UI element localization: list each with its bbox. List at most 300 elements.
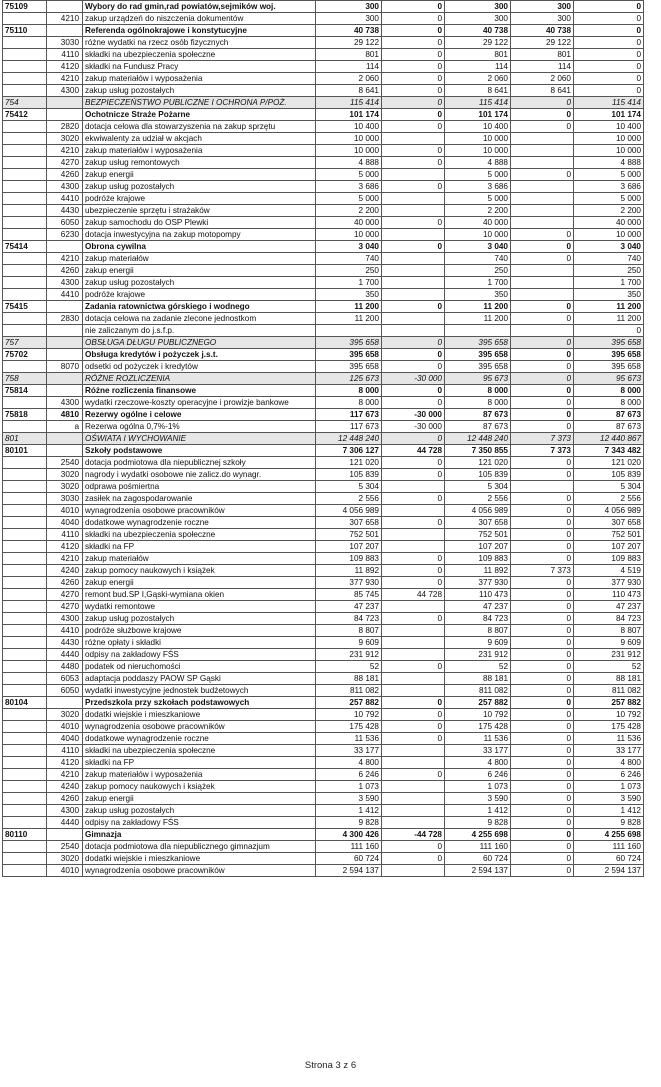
paragraph-code: 4300 xyxy=(47,85,83,97)
paragraph-code: 3020 xyxy=(47,481,83,493)
table-row xyxy=(3,433,644,445)
item-name: dodatki wiejskie i mieszkaniowe xyxy=(83,709,316,721)
other-value: 10 400 xyxy=(574,121,644,133)
item-name: składki na FP xyxy=(83,757,316,769)
change-value xyxy=(382,313,445,325)
item-name: zakup usług pozostałych xyxy=(83,277,316,289)
item-name: różne opłaty i składki xyxy=(83,637,316,649)
paragraph-code: 3030 xyxy=(47,37,83,49)
plan-value: 2 556 xyxy=(316,493,382,505)
own-tasks-value: 0 xyxy=(511,769,574,781)
table-row xyxy=(3,133,644,145)
paragraph-code: 6053 xyxy=(47,673,83,685)
plan-value: 11 200 xyxy=(316,301,382,313)
other-value: 752 501 xyxy=(574,529,644,541)
other-value: 88 181 xyxy=(574,673,644,685)
paragraph-code xyxy=(47,697,83,709)
change-value: 0 xyxy=(382,661,445,673)
after-change-value: 8 641 xyxy=(445,85,511,97)
after-change-value: 395 658 xyxy=(445,337,511,349)
plan-value: 2 594 137 xyxy=(316,865,382,877)
item-name: zakup usług pozostałych xyxy=(83,613,316,625)
other-value: 740 xyxy=(574,253,644,265)
change-value xyxy=(382,325,445,337)
plan-value: 114 xyxy=(316,61,382,73)
paragraph-code: 4240 xyxy=(47,781,83,793)
plan-value: 257 882 xyxy=(316,697,382,709)
paragraph-code: 3020 xyxy=(47,133,83,145)
other-value: 0 xyxy=(574,85,644,97)
change-value: 0 xyxy=(382,301,445,313)
item-name: zakup usług pozostałych xyxy=(83,805,316,817)
plan-value: 395 658 xyxy=(316,361,382,373)
item-name: zasiłek na zagospodarowanie xyxy=(83,493,316,505)
chapter-code xyxy=(3,673,47,685)
chapter-code: 75110 xyxy=(3,25,47,37)
other-value: 3 590 xyxy=(574,793,644,805)
own-tasks-value: 0 xyxy=(511,529,574,541)
own-tasks-value: 0 xyxy=(511,493,574,505)
change-value xyxy=(382,529,445,541)
chapter-code xyxy=(3,397,47,409)
paragraph-code: 2540 xyxy=(47,457,83,469)
other-value: 0 xyxy=(574,61,644,73)
item-name: zakup energii xyxy=(83,793,316,805)
after-change-value: 110 473 xyxy=(445,589,511,601)
table-row xyxy=(3,481,644,493)
other-value: 40 000 xyxy=(574,217,644,229)
item-name: składki na ubezpieczenia społeczne xyxy=(83,49,316,61)
own-tasks-value: 0 xyxy=(511,397,574,409)
chapter-code xyxy=(3,289,47,301)
own-tasks-value: 0 xyxy=(511,553,574,565)
paragraph-code xyxy=(47,373,83,385)
after-change-value: 6 246 xyxy=(445,769,511,781)
after-change-value: 811 082 xyxy=(445,685,511,697)
change-value: 0 xyxy=(382,25,445,37)
after-change-value: 1 700 xyxy=(445,277,511,289)
paragraph-code xyxy=(47,445,83,457)
paragraph-code: 4120 xyxy=(47,61,83,73)
after-change-value: 8 000 xyxy=(445,385,511,397)
change-value xyxy=(382,133,445,145)
item-name: podróże krajowe xyxy=(83,193,316,205)
item-name: Obrona cywilna xyxy=(83,241,316,253)
item-name: Obsługa kredytów i pożyczek j.s.t. xyxy=(83,349,316,361)
own-tasks-value: 0 xyxy=(511,613,574,625)
after-change-value: 377 930 xyxy=(445,577,511,589)
paragraph-code: 4260 xyxy=(47,793,83,805)
table-row xyxy=(3,781,644,793)
own-tasks-value xyxy=(511,289,574,301)
chapter-code xyxy=(3,73,47,85)
after-change-value: 7 350 855 xyxy=(445,445,511,457)
change-value: 0 xyxy=(382,85,445,97)
table-row xyxy=(3,337,644,349)
other-value: 8 000 xyxy=(574,385,644,397)
paragraph-code: 3020 xyxy=(47,469,83,481)
change-value xyxy=(382,229,445,241)
after-change-value: 8 000 xyxy=(445,397,511,409)
item-name: odpisy na zakładowy FŚS xyxy=(83,649,316,661)
plan-value: 85 745 xyxy=(316,589,382,601)
paragraph-code: 2540 xyxy=(47,841,83,853)
item-name: BEZPIECZEŃSTWO PUBLICZNE I OCHRONA P/POŻ. xyxy=(83,97,316,109)
other-value: 105 839 xyxy=(574,469,644,481)
change-value: 0 xyxy=(382,49,445,61)
chapter-code xyxy=(3,37,47,49)
own-tasks-value xyxy=(511,265,574,277)
after-change-value: 1 073 xyxy=(445,781,511,793)
plan-value: 7 306 127 xyxy=(316,445,382,457)
own-tasks-value: 0 xyxy=(511,589,574,601)
chapter-code xyxy=(3,853,47,865)
table-row xyxy=(3,325,644,337)
paragraph-code: 4040 xyxy=(47,733,83,745)
other-value: 0 xyxy=(574,37,644,49)
plan-value: 2 200 xyxy=(316,205,382,217)
item-name: zakup energii xyxy=(83,577,316,589)
plan-value: 5 000 xyxy=(316,193,382,205)
chapter-code xyxy=(3,649,47,661)
paragraph-code: 6050 xyxy=(47,217,83,229)
paragraph-code: 2820 xyxy=(47,121,83,133)
own-tasks-value xyxy=(511,277,574,289)
item-name: Rezerwa ogólna 0,7%-1% xyxy=(83,421,316,433)
paragraph-code: 4110 xyxy=(47,745,83,757)
other-value: 5 304 xyxy=(574,481,644,493)
plan-value: 109 883 xyxy=(316,553,382,565)
other-value: 5 000 xyxy=(574,193,644,205)
table-row xyxy=(3,505,644,517)
item-name: podatek od nieruchomości xyxy=(83,661,316,673)
chapter-code xyxy=(3,217,47,229)
other-value: 3 686 xyxy=(574,181,644,193)
chapter-code: 80110 xyxy=(3,829,47,841)
other-value: 4 519 xyxy=(574,565,644,577)
after-change-value: 105 839 xyxy=(445,469,511,481)
plan-value: 8 641 xyxy=(316,85,382,97)
after-change-value: 40 000 xyxy=(445,217,511,229)
chapter-code: 758 xyxy=(3,373,47,385)
change-value: 0 xyxy=(382,517,445,529)
paragraph-code: 4110 xyxy=(47,529,83,541)
other-value: 33 177 xyxy=(574,745,644,757)
after-change-value: 10 000 xyxy=(445,133,511,145)
chapter-code xyxy=(3,265,47,277)
paragraph-code xyxy=(47,241,83,253)
after-change-value: 12 448 240 xyxy=(445,433,511,445)
paragraph-code: 4210 xyxy=(47,253,83,265)
chapter-code: 75414 xyxy=(3,241,47,253)
other-value: 8 000 xyxy=(574,397,644,409)
own-tasks-value: 0 xyxy=(511,853,574,865)
own-tasks-value: 0 xyxy=(511,817,574,829)
item-name: dotacja celowa dla stowarzyszenia na zakup sprzętu xyxy=(83,121,316,133)
change-value xyxy=(382,745,445,757)
chapter-code xyxy=(3,757,47,769)
chapter-code xyxy=(3,505,47,517)
own-tasks-value: 0 xyxy=(511,625,574,637)
other-value: 111 160 xyxy=(574,841,644,853)
table-row xyxy=(3,205,644,217)
plan-value xyxy=(316,325,382,337)
change-value xyxy=(382,265,445,277)
table-row xyxy=(3,145,644,157)
change-value: 44 728 xyxy=(382,589,445,601)
change-value: 0 xyxy=(382,457,445,469)
plan-value: 6 246 xyxy=(316,769,382,781)
other-value: 377 930 xyxy=(574,577,644,589)
chapter-code xyxy=(3,145,47,157)
table-row xyxy=(3,169,644,181)
table-row xyxy=(3,745,644,757)
change-value: 0 xyxy=(382,433,445,445)
paragraph-code: 4300 xyxy=(47,805,83,817)
change-value xyxy=(382,649,445,661)
table-row xyxy=(3,25,644,37)
item-name: wynagrodzenia osobowe pracowników xyxy=(83,505,316,517)
after-change-value: 5 000 xyxy=(445,169,511,181)
table-row xyxy=(3,253,644,265)
chapter-code xyxy=(3,181,47,193)
table-row xyxy=(3,769,644,781)
other-value: 115 414 xyxy=(574,97,644,109)
own-tasks-value: 0 xyxy=(511,457,574,469)
chapter-code xyxy=(3,85,47,97)
item-name: Przedszkola przy szkołach podstawowych xyxy=(83,697,316,709)
paragraph-code: 3020 xyxy=(47,709,83,721)
paragraph-code: 4040 xyxy=(47,517,83,529)
change-value: 0 xyxy=(382,97,445,109)
item-name: zakup materiałów xyxy=(83,253,316,265)
after-change-value: 111 160 xyxy=(445,841,511,853)
paragraph-code: 4210 xyxy=(47,553,83,565)
own-tasks-value: 0 xyxy=(511,577,574,589)
chapter-code xyxy=(3,769,47,781)
table-row xyxy=(3,673,644,685)
item-name: dodatkowe wynagrodzenie roczne xyxy=(83,733,316,745)
chapter-code xyxy=(3,121,47,133)
own-tasks-value xyxy=(511,145,574,157)
plan-value: 101 174 xyxy=(316,109,382,121)
other-value: 0 xyxy=(574,13,644,25)
own-tasks-value: 2 060 xyxy=(511,73,574,85)
change-value: 0 xyxy=(382,73,445,85)
other-value: 395 658 xyxy=(574,349,644,361)
item-name: Zadania ratownictwa górskiego i wodnego xyxy=(83,301,316,313)
own-tasks-value: 0 xyxy=(511,829,574,841)
change-value xyxy=(382,289,445,301)
item-name: zakup energii xyxy=(83,169,316,181)
other-value: 87 673 xyxy=(574,409,644,421)
other-value: 2 200 xyxy=(574,205,644,217)
after-change-value: 5 000 xyxy=(445,193,511,205)
item-name: adaptacja poddaszy PAOW SP Gąski xyxy=(83,673,316,685)
change-value xyxy=(382,193,445,205)
change-value xyxy=(382,673,445,685)
item-name: różne wydatki na rzecz osób fizycznych xyxy=(83,37,316,49)
paragraph-code: 4260 xyxy=(47,169,83,181)
change-value: 0 xyxy=(382,385,445,397)
item-name: wydatki rzeczowe-koszty operacyjne i prowizje bankowe xyxy=(83,397,316,409)
own-tasks-value: 7 373 xyxy=(511,433,574,445)
plan-value: 4 888 xyxy=(316,157,382,169)
chapter-code xyxy=(3,361,47,373)
change-value: 0 xyxy=(382,217,445,229)
plan-value: 12 448 240 xyxy=(316,433,382,445)
chapter-code xyxy=(3,625,47,637)
own-tasks-value: 0 xyxy=(511,121,574,133)
own-tasks-value: 0 xyxy=(511,505,574,517)
after-change-value: 231 912 xyxy=(445,649,511,661)
chapter-code xyxy=(3,529,47,541)
item-name: OŚWIATA I WYCHOWANIE xyxy=(83,433,316,445)
paragraph-code: 4270 xyxy=(47,601,83,613)
own-tasks-value: 40 738 xyxy=(511,25,574,37)
table-row xyxy=(3,49,644,61)
own-tasks-value: 0 xyxy=(511,109,574,121)
change-value xyxy=(382,637,445,649)
other-value: 395 658 xyxy=(574,361,644,373)
other-value: 0 xyxy=(574,325,644,337)
paragraph-code xyxy=(47,301,83,313)
own-tasks-value xyxy=(511,193,574,205)
after-change-value: 8 807 xyxy=(445,625,511,637)
chapter-code xyxy=(3,481,47,493)
item-name: dotacja celowa na zadanie zlecone jednostkom xyxy=(83,313,316,325)
paragraph-code xyxy=(47,97,83,109)
after-change-value: 95 673 xyxy=(445,373,511,385)
paragraph-code: 4410 xyxy=(47,193,83,205)
table-row xyxy=(3,313,644,325)
table-row xyxy=(3,109,644,121)
chapter-code xyxy=(3,517,47,529)
own-tasks-value: 0 xyxy=(511,169,574,181)
paragraph-code: 4260 xyxy=(47,265,83,277)
change-value: 0 xyxy=(382,769,445,781)
plan-value: 5 000 xyxy=(316,169,382,181)
after-change-value: 395 658 xyxy=(445,349,511,361)
item-name: zakup materiałów i wyposażenia xyxy=(83,73,316,85)
other-value: 1 700 xyxy=(574,277,644,289)
paragraph-code: 4270 xyxy=(47,157,83,169)
table-row xyxy=(3,265,644,277)
other-value: 811 082 xyxy=(574,685,644,697)
own-tasks-value: 0 xyxy=(511,673,574,685)
item-name: Szkoły podstawowe xyxy=(83,445,316,457)
own-tasks-value xyxy=(511,205,574,217)
plan-value: 4 056 989 xyxy=(316,505,382,517)
plan-value: 811 082 xyxy=(316,685,382,697)
change-value: 0 xyxy=(382,109,445,121)
paragraph-code xyxy=(47,1,83,13)
own-tasks-value: 801 xyxy=(511,49,574,61)
paragraph-code: 3030 xyxy=(47,493,83,505)
other-value: 0 xyxy=(574,73,644,85)
own-tasks-value: 0 xyxy=(511,709,574,721)
change-value: 0 xyxy=(382,397,445,409)
plan-value: 5 304 xyxy=(316,481,382,493)
plan-value: 111 160 xyxy=(316,841,382,853)
after-change-value: 11 200 xyxy=(445,313,511,325)
plan-value: 300 xyxy=(316,13,382,25)
plan-value: 250 xyxy=(316,265,382,277)
paragraph-code: 4300 xyxy=(47,397,83,409)
other-value: 2 594 137 xyxy=(574,865,644,877)
other-value: 0 xyxy=(574,49,644,61)
other-value: 9 609 xyxy=(574,637,644,649)
item-name: zakup samochodu do OSP Plewki xyxy=(83,217,316,229)
plan-value: 395 658 xyxy=(316,337,382,349)
after-change-value: 752 501 xyxy=(445,529,511,541)
item-name: składki na Fundusz Pracy xyxy=(83,61,316,73)
plan-value: 350 xyxy=(316,289,382,301)
plan-value: 10 000 xyxy=(316,229,382,241)
chapter-code: 75818 xyxy=(3,409,47,421)
page-number: Strona 3 z 6 xyxy=(304,1060,357,1071)
own-tasks-value: 0 xyxy=(511,637,574,649)
chapter-code: 757 xyxy=(3,337,47,349)
other-value: 0 xyxy=(574,1,644,13)
own-tasks-value: 7 373 xyxy=(511,445,574,457)
own-tasks-value: 0 xyxy=(511,841,574,853)
other-value: 109 883 xyxy=(574,553,644,565)
plan-value: 10 400 xyxy=(316,121,382,133)
item-name: odprawa pośmiertna xyxy=(83,481,316,493)
other-value: 121 020 xyxy=(574,457,644,469)
after-change-value: 175 428 xyxy=(445,721,511,733)
change-value: 0 xyxy=(382,493,445,505)
own-tasks-value: 300 xyxy=(511,1,574,13)
paragraph-code: 6230 xyxy=(47,229,83,241)
change-value: -44 728 xyxy=(382,829,445,841)
item-name: RÓŻNE ROZLICZENIA xyxy=(83,373,316,385)
change-value xyxy=(382,277,445,289)
table-row xyxy=(3,649,644,661)
table-row xyxy=(3,421,644,433)
chapter-code xyxy=(3,589,47,601)
other-value: 12 440 867 xyxy=(574,433,644,445)
after-change-value: 40 738 xyxy=(445,25,511,37)
after-change-value: 87 673 xyxy=(445,421,511,433)
plan-value: 107 207 xyxy=(316,541,382,553)
chapter-code xyxy=(3,577,47,589)
after-change-value: 114 xyxy=(445,61,511,73)
paragraph-code: 4010 xyxy=(47,721,83,733)
chapter-code xyxy=(3,685,47,697)
after-change-value: 29 122 xyxy=(445,37,511,49)
plan-value: 105 839 xyxy=(316,469,382,481)
own-tasks-value xyxy=(511,133,574,145)
other-value: 4 056 989 xyxy=(574,505,644,517)
paragraph-code: 4300 xyxy=(47,613,83,625)
table-row xyxy=(3,217,644,229)
after-change-value: 60 724 xyxy=(445,853,511,865)
chapter-code xyxy=(3,13,47,25)
paragraph-code: 4260 xyxy=(47,577,83,589)
chapter-code xyxy=(3,805,47,817)
plan-value: 115 414 xyxy=(316,97,382,109)
item-name: dodatki wiejskie i mieszkaniowe xyxy=(83,853,316,865)
paragraph-code xyxy=(47,109,83,121)
after-change-value: 109 883 xyxy=(445,553,511,565)
table-row xyxy=(3,445,644,457)
own-tasks-value: 0 xyxy=(511,97,574,109)
own-tasks-value: 0 xyxy=(511,253,574,265)
item-name: podróże krajowe xyxy=(83,289,316,301)
change-value: 0 xyxy=(382,349,445,361)
